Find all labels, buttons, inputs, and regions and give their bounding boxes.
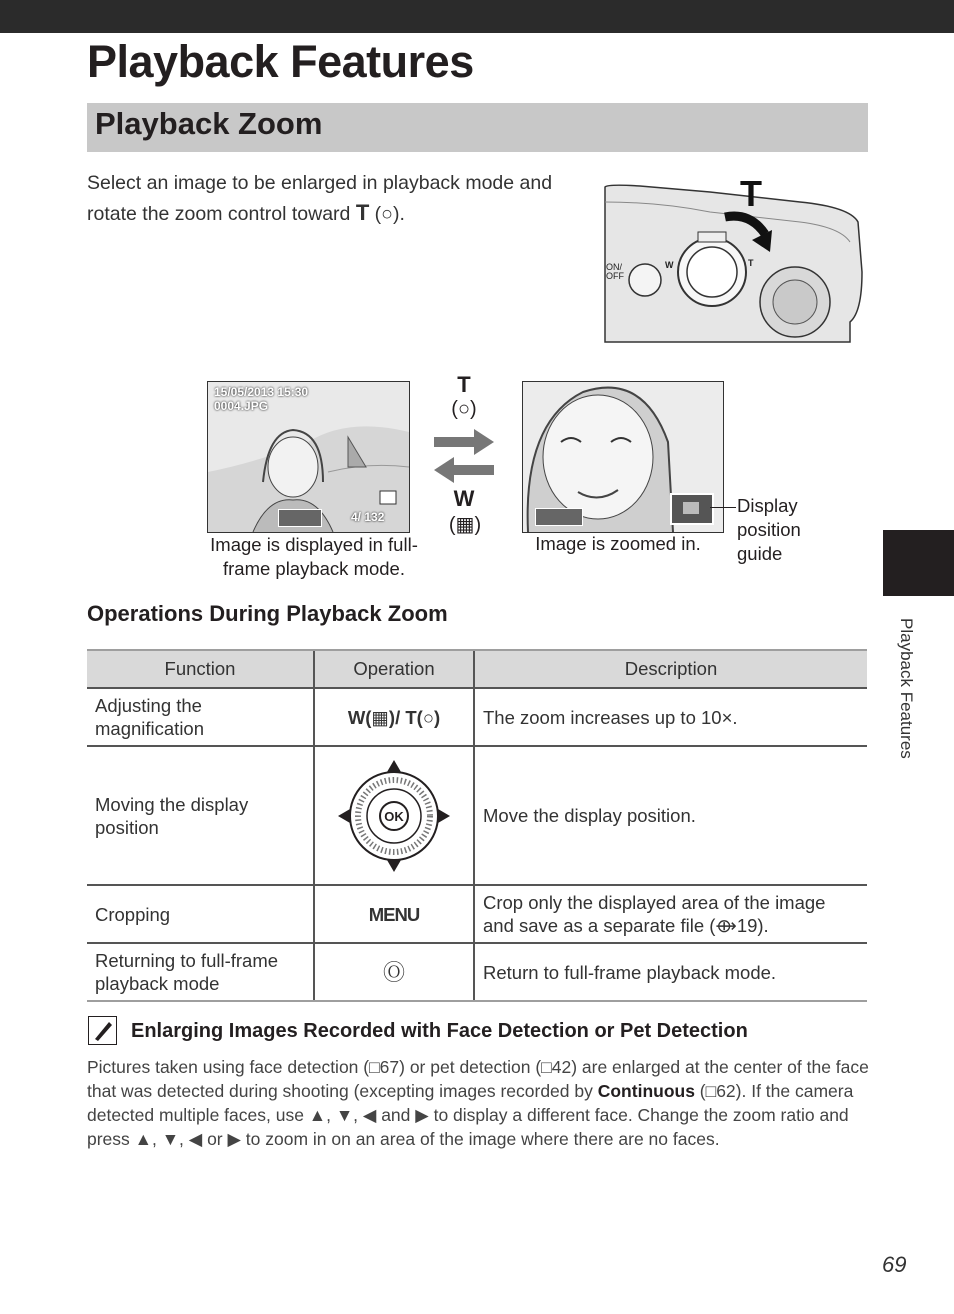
side-chapter-label: Playback Features (897, 618, 916, 759)
cell-description: The zoom increases up to 10×. (474, 688, 867, 746)
svg-text:T: T (748, 258, 754, 268)
svg-text:OK: OK (384, 808, 404, 824)
operations-table (87, 649, 867, 1002)
svg-text:ON/: ON/ (606, 262, 623, 272)
screen-filename: 0004.JPG (214, 399, 269, 413)
zoom-arrows (432, 427, 496, 485)
zoomed-screen (522, 381, 724, 533)
header-function: Function (87, 650, 314, 688)
svg-text:OFF: OFF (606, 271, 624, 281)
guide-pointer (710, 507, 736, 508)
note-body: Pictures taken using face detection (□67) or pet detection (□42) are enlarged at the center of the face that was detected during shooting (excepting images recorded by Continuous (□62). If the camera detected multiple faces, use ▲, ▼, ◀ and ▶ to display a different face. Change the zoom ratio and press ▲, ▼, ◀ or ▶ to zoom in on an area of the image where there are no faces. (87, 1057, 869, 1149)
header-operation: Operation (314, 650, 474, 688)
menu-crop-icon (535, 508, 583, 526)
camera-zoom-control-illustration (600, 172, 865, 352)
cell-function: Adjusting the magnification (87, 688, 314, 746)
table-row (87, 943, 867, 1001)
cell-function: Moving the display position (87, 746, 314, 885)
note-title: Enlarging Images Recorded with Face Detection or Pet Detection (131, 1020, 748, 1042)
cell-function: Returning to full-frame playback mode (87, 943, 314, 1001)
table-row (87, 746, 867, 885)
operations-heading: Operations During Playback Zoom (87, 601, 448, 626)
cell-operation: Ⓞ (314, 943, 474, 1001)
svg-text:W: W (665, 260, 674, 270)
cell-description: Return to full-frame playback mode. (474, 943, 867, 1001)
section-title: Playback Zoom (95, 106, 323, 141)
chapter-tab (883, 530, 954, 596)
caption-full-frame: Image is displayed in full-frame playback mode. (210, 534, 418, 579)
screen-date: 15/05/2013 15:30 (214, 385, 309, 399)
zoom-t-sub: (○) (451, 398, 477, 420)
note-icon (88, 1016, 117, 1045)
caption-zoomed: Image is zoomed in. (535, 533, 701, 554)
continuous-term: Continuous (597, 1081, 695, 1101)
table-row (87, 885, 867, 943)
cell-description: Crop only the displayed area of the image and save as a separate file (⟴19). (474, 885, 867, 943)
header-description: Description (474, 650, 867, 688)
table-header-row (87, 650, 867, 688)
top-bar (0, 0, 954, 33)
svg-text:T: T (740, 173, 762, 214)
cell-operation: W(▦)/ T(○) (314, 688, 474, 746)
screen-counter: 4/ 132 (351, 510, 385, 524)
zoom-w-label: W (453, 486, 475, 511)
zoom-w-sub: (▦) (448, 514, 482, 536)
multi-selector-icon (336, 758, 452, 874)
caption-display-guide: Display position guide (737, 495, 801, 564)
onoff-button (629, 264, 661, 296)
cell-operation (314, 746, 474, 885)
section-band (87, 103, 868, 152)
cell-description: Move the display position. (474, 746, 867, 885)
intro-text: Select an image to be enlarged in playback mode and rotate the zoom control toward T (○). (87, 172, 553, 225)
cell-operation: MENU (314, 885, 474, 943)
page-number: 69 (882, 1252, 907, 1277)
ok-retouch-icon (278, 509, 322, 527)
t-key: T (355, 200, 370, 225)
zoom-t-label: T (457, 372, 471, 397)
full-frame-screen (207, 381, 410, 533)
cell-function: Cropping (87, 885, 314, 943)
chapter-title: Playback Features (87, 36, 474, 87)
table-row (87, 688, 867, 746)
